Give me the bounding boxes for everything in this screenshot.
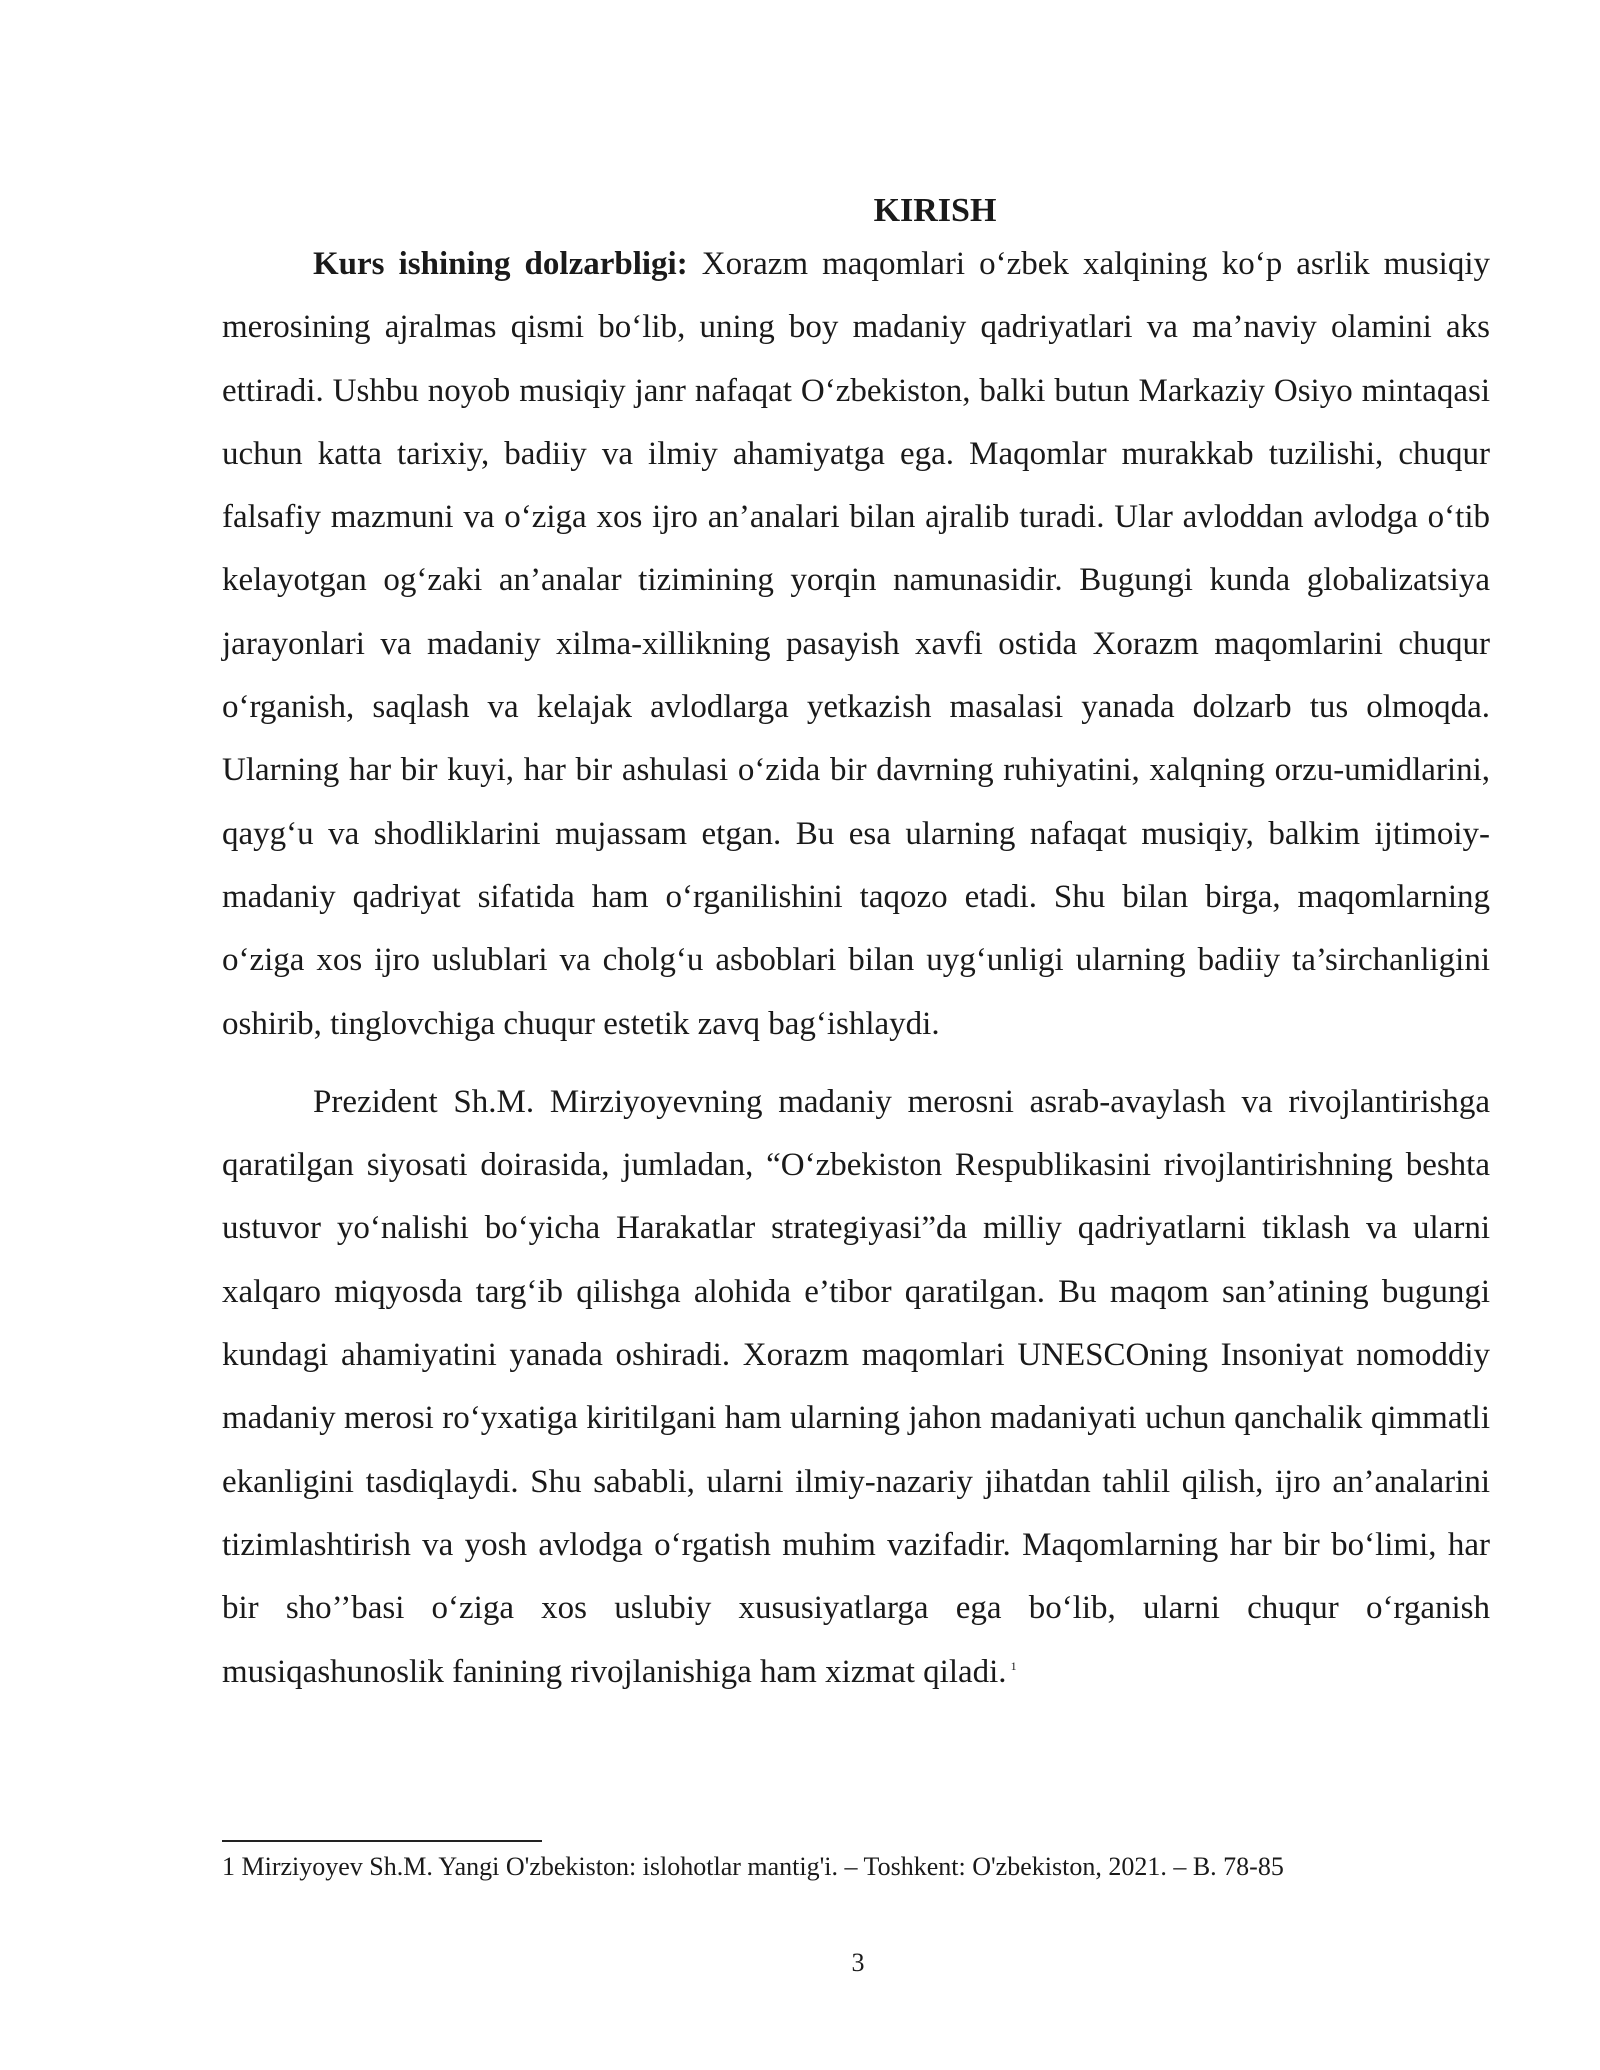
paragraph-relevance [222,233,1490,1056]
page-number: 3 [851,1948,865,1977]
heading-container [222,188,1490,234]
paragraph-president-text: Prezident Sh.M. Mirziyoyevning madaniy merosni asrab-avaylash va rivojlantirishga qaratilgan siyosati doirasida, jumladan, “O‘zbekiston Respublikasini rivojlantirishning beshta ustuvor yo‘nalishi bo‘yicha Harakatlar strategiyasi”da milliy qadriyatlarni tiklash va ularni xalqaro miqyosda targ‘ib qilishga alohida e’tibor qaratilgan. Bu maqom san’atining bugungi kundagi ahamiyatini yanada oshiradi. Xorazm maqomlari UNESCOning Insoniyat nomoddiy madaniy merosi ro‘yxatiga kiritilgani ham ularning jahon madaniyati uchun qanchalik qimmatli ekanligini tasdiqlaydi. Shu sababli, ularni ilmiy-nazariy jihatdan tahlil qilish, ijro an’analarini tizimlashtirish va yosh avlodga o‘rgatish muhim vazifadir. Maqomlarning har bir bo‘limi, har bir sho’’basi o‘ziga xos uslubiy xususiyatlarga ega bo‘lib, ularni chuqur o‘rganish musiqashunoslik fanining rivojlanishiga ham xizmat qiladi. [222,1083,1490,1690]
paragraph-relevance-text: Xorazm maqomlari o‘zbek xalqining ko‘p asrlik musiqiy merosining ajralmas qismi bo‘lib, uning boy madaniy qadriyatlari va ma’naviy olamini aks ettiradi. Ushbu noyob musiqiy janr nafaqat O‘zbekiston, balki butun Markaziy Osiyo mintaqasi uchun katta tarixiy, badiiy va ilmiy ahamiyatga ega. Maqomlar murakkab tuzilishi, chuqur falsafiy mazmuni va o‘ziga xos ijro an’analari bilan ajralib turadi. Ular avloddan avlodga o‘tib kelayotgan og‘zaki an’analar tizimining yorqin namunasidir. Bugungi kunda globalizatsiya jarayonlari va madaniy xilma-xillikning pasayish xavfi ostida Xorazm maqomlarini chuqur o‘rganish, saqlash va kelajak avlodlarga yetkazish masalasi yanada dolzarb tus olmoqda. Ularning har bir kuyi, har bir ashulasi o‘zida bir davrning ruhiyatini, xalqning orzu-umidlarini, qayg‘u va shodliklarini mujassam etgan. Bu esa ularning nafaqat musiqiy, balkim ijtimoiy-madaniy qadriyat sifatida ham o‘rganilishini taqozo etadi. Shu bilan birga, maqomlarning o‘ziga xos ijro uslublari va cholg‘u asboblari bilan uyg‘unligi ularning badiiy ta’sirchanligini oshirib, tinglovchiga chuqur estetik zavq bag‘ishlaydi. [222,246,1490,1042]
footnote-reference: 1 [1010,1658,1017,1673]
footnote-separator [222,1840,542,1842]
body-text [222,233,1490,1704]
footnote: 1 Mirziyoyev Sh.M. Yangi O'zbekiston: islohotlar mantig'i. – Toshkent: O'zbekiston, 2021. – B. 78-85 [222,1852,1284,1881]
paragraph-president [222,1071,1490,1704]
paragraph-lead: Kurs ishining dolzarbligi: [313,246,688,282]
page-heading: KIRISH [873,192,997,229]
